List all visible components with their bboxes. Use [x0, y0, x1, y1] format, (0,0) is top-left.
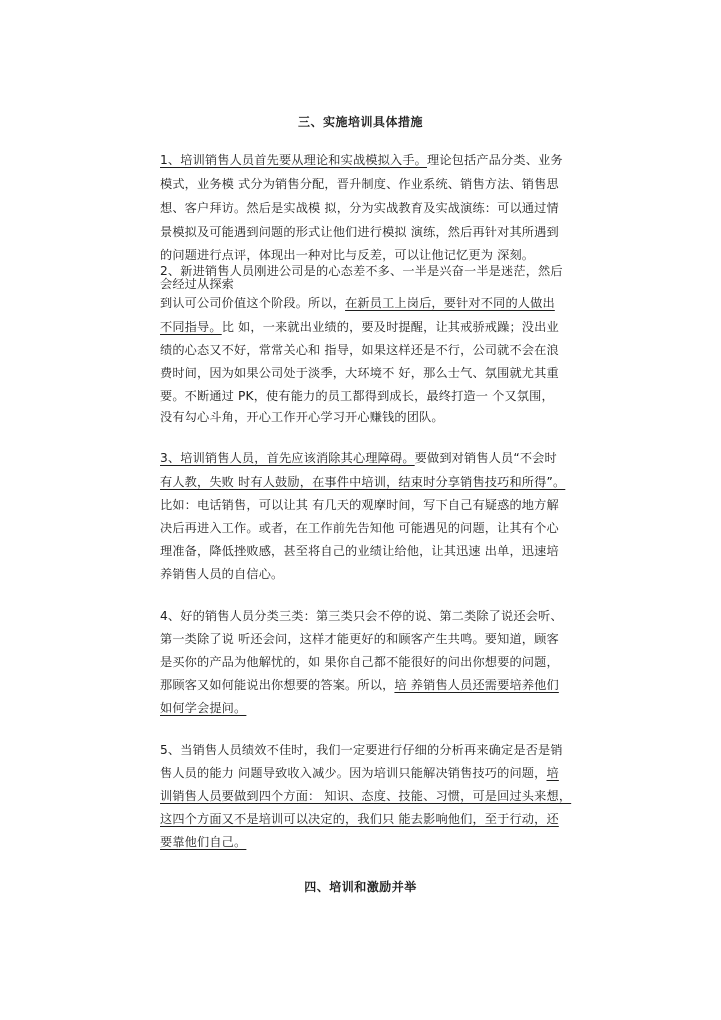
- text-line: [160, 450, 557, 466]
- text-line: 养销售人员的自信心。: [160, 567, 284, 581]
- text-line: 模式，业务模 式分为销售分配，晋升制度、作业系统、销售方法、销售思: [160, 177, 559, 191]
- underlined-text: 不同指导。: [160, 320, 222, 334]
- text-line: [160, 152, 563, 168]
- text-line: [160, 700, 246, 716]
- text-line: [160, 295, 555, 311]
- underlined-text: 这四个方面又不是培训可以决定的，我们只 能去影响他们，至于行动，还: [160, 812, 559, 826]
- text-line: [160, 474, 565, 490]
- text-line: 决后再进入工作。或者，在工作前先告知他 可能遇见的问题，让其有个心: [160, 521, 559, 535]
- text-line: 第一类除了说 听还会问，这样才能更好的和顾客产生共鸣。要知道，顾客: [160, 632, 559, 646]
- text-line: 4、好的销售人员分类三类：第三类只会不停的说、第二类除了说还会听、: [160, 609, 563, 623]
- underlined-text: 培: [546, 766, 559, 780]
- text-span: 那顾客又如何能说出你想要的答案。所以，: [160, 678, 395, 692]
- text-line: 景模拟及可能遇到问题的形式让他们进行模拟 演练，然后再针对其所遇到: [160, 225, 559, 239]
- text-line: [160, 811, 559, 827]
- text-span: 要做到对销售人员“不会时: [414, 451, 557, 465]
- underlined-text: 有人教，失败 时有人鼓励，在事件中培训，结束时分享销售技巧和所得”。: [160, 475, 566, 489]
- heading-section-3: 三、实施培训具体措施: [297, 115, 423, 129]
- text-line: [160, 319, 559, 335]
- text-line: 要。不断通过 PK，使有能力的员工都得到成长，最终打造一 个又氛围，: [160, 389, 554, 403]
- text-span: 理论包括产品分类、业务: [427, 153, 563, 167]
- text-line: 是买你的产品为他解忧的，如 果你自己都不能很好的问出你想要的问题，: [160, 655, 559, 669]
- text-line: [160, 788, 571, 804]
- underlined-text: 培 养销售人员还需要培养他们: [394, 678, 559, 692]
- text-line: 绩的心态又不好，常常关心和 指导，如果这样还是不行，公司就不会在浪: [160, 343, 559, 357]
- underlined-text: 如何学会提问。: [160, 701, 247, 715]
- text-line: 费时间，因为如果公司处于淡季，大环境不 好，那么士气、氛围就尤其重: [160, 366, 559, 380]
- heading-section-4: 四、培训和激励并举: [304, 880, 417, 894]
- underlined-text: 在新员工上岗后，要针对不同的人做出: [345, 296, 555, 310]
- text-line: 没有勾心斗角，开心工作开心学习开心赚钱的团队。: [160, 410, 444, 424]
- text-line: [160, 765, 559, 781]
- text-span: 售人员的能力 问题导致收入减少。因为培训只能解决销售技巧的问题，: [160, 766, 547, 780]
- text-span: 到认可公司价值这个阶段。所以，: [160, 296, 346, 310]
- underlined-text: 1、培训销售人员首先要从理论和实战模拟入手。: [160, 153, 427, 167]
- underlined-text: 3、培训销售人员，首先应该消除其心理障碍。: [160, 451, 415, 465]
- text-line: 的问题进行点评，体现出一种对比与反差，可以让他记忆更为 深刻。: [160, 248, 535, 262]
- text-line: 会经过从探索: [160, 277, 235, 291]
- text-line: 比如：电话销售，可以让其 有几天的观摩时间，写下自己有疑惑的地方解: [160, 498, 559, 512]
- underlined-text: 要靠他们自己。: [160, 835, 247, 849]
- text-line: [160, 677, 559, 693]
- text-line: 想、客户拜访。然后是实战模 拟，分为实战教育及实战演练：可以通过情: [160, 201, 559, 215]
- text-span: 比 如，一来就出业绩的，要及时提醒，让其戒骄戒躁；没出业: [221, 320, 559, 334]
- underlined-text: 训销售人员要做到四个方面： 知识、态度、技能、习惯，可是回过头来想，: [160, 789, 572, 803]
- text-line: 2、新进销售人员刚进公司是的心态差不多、一半是兴奋一半是迷茫，然后: [160, 264, 563, 278]
- text-line: 5、当销售人员绩效不佳时，我们一定要进行仔细的分析再来确定是否是销: [160, 743, 563, 757]
- text-line: 理准备，降低挫败感，甚至将自己的业绩让给他，让其迅速 出单，迅速培: [160, 544, 559, 558]
- text-line: [160, 834, 246, 850]
